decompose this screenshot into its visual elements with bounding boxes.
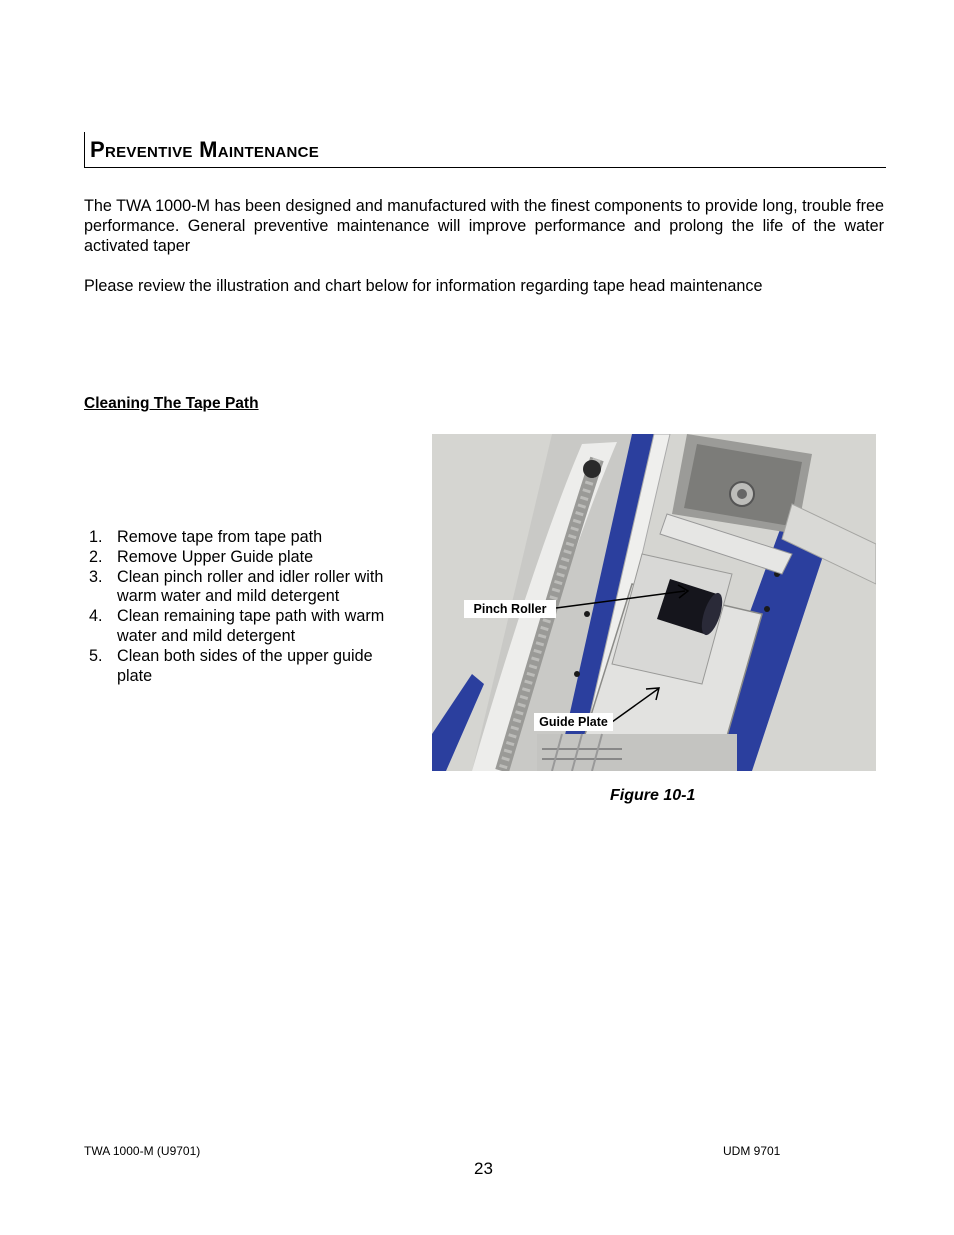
step-number: 1. [89, 528, 103, 546]
step-number: 4. [89, 607, 103, 626]
cleaning-heading: Cleaning The Tape Path [84, 395, 259, 412]
review-paragraph: Please review the illustration and chart below for information regarding tape head maintenance [84, 277, 763, 295]
step-text: Clean pinch roller and idler roller with warm water and mild detergent [117, 567, 384, 606]
section-heading [84, 132, 886, 168]
figure-caption: Figure 10-1 [610, 787, 696, 804]
bottom-rollers [537, 734, 737, 771]
cleaning-steps-list [84, 528, 404, 686]
footer-document-id: UDM 9701 [723, 1144, 781, 1158]
list-item [84, 568, 404, 608]
step-text: Remove Upper Guide plate [117, 547, 314, 566]
list-item [84, 548, 404, 568]
guide-plate-callout: Guide Plate [534, 713, 613, 731]
step-number: 5. [89, 646, 103, 665]
list-item [84, 607, 404, 647]
pinch-roller-callout: Pinch Roller [464, 600, 556, 618]
step-number: 3. [89, 567, 103, 586]
list-item [84, 647, 404, 687]
intro-paragraph: The TWA 1000-M has been designed and manufactured with the finest components to provide long, trouble free performance. General preventive maintenance will improve performance and prolong the life of the water activated taper [84, 197, 884, 255]
page-number: 23 [474, 1159, 493, 1178]
step-text: Clean both sides of the upper guide plate [117, 646, 373, 685]
list-item [84, 528, 404, 548]
step-number: 2. [89, 547, 103, 566]
footer-model: TWA 1000-M (U9701) [84, 1144, 201, 1158]
step-text: Remove tape from tape path [117, 528, 323, 546]
section-title: Preventive Maintenance [90, 137, 320, 162]
step-text: Clean remaining tape path with warm water and mild detergent [117, 607, 385, 645]
